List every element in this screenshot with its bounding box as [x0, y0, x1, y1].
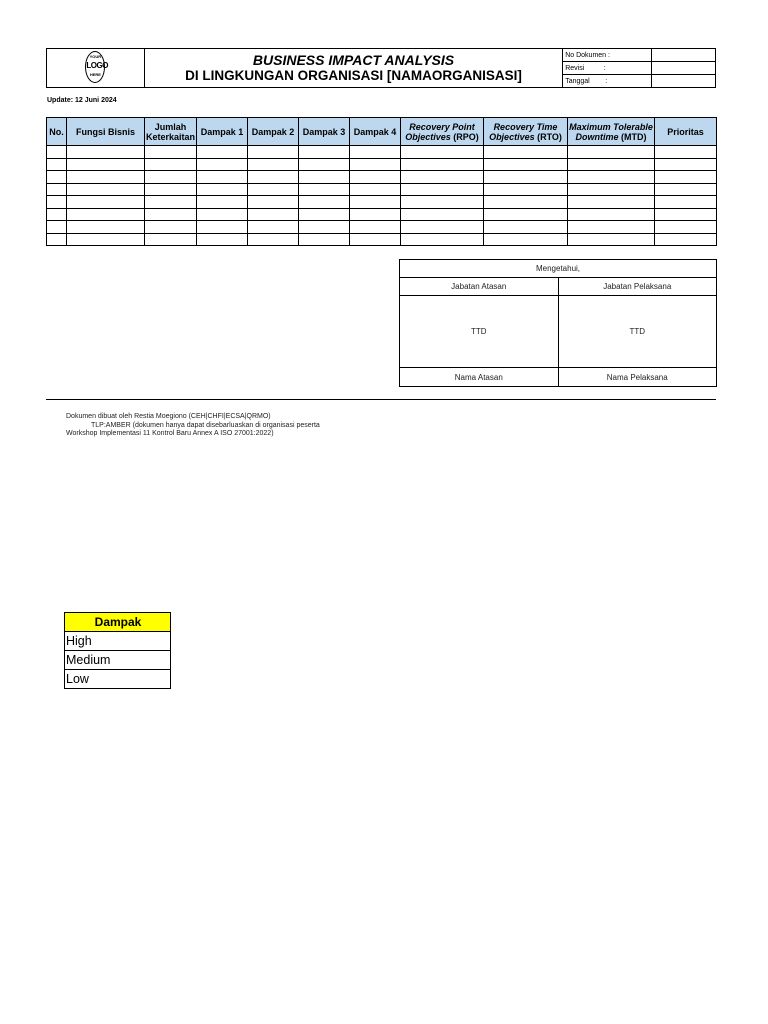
table-cell[interactable]: [568, 233, 655, 246]
footer-line-2: TLP:AMBER (dokumen hanya dapat disebarluaskan di organisasi peserta: [91, 421, 320, 429]
table-cell[interactable]: [299, 208, 350, 221]
table-cell[interactable]: [47, 221, 67, 234]
table-cell[interactable]: [484, 171, 568, 184]
document-title: BUSINESS IMPACT ANALYSIS: [252, 51, 455, 68]
table-cell[interactable]: [67, 196, 145, 209]
table-row: [47, 146, 717, 159]
divider-line: [46, 399, 716, 400]
table-cell[interactable]: [655, 158, 717, 171]
table-cell[interactable]: [568, 221, 655, 234]
table-cell[interactable]: [401, 183, 484, 196]
document-subtitle: DI LINGKUNGAN ORGANISASI [NAMAORGANISASI]: [185, 67, 522, 83]
table-row: [47, 208, 717, 221]
table-cell[interactable]: [299, 221, 350, 234]
signature-left-sign[interactable]: TTD: [400, 296, 559, 368]
table-cell[interactable]: [484, 146, 568, 159]
table-cell[interactable]: [401, 196, 484, 209]
table-cell[interactable]: [47, 171, 67, 184]
table-cell[interactable]: [350, 183, 401, 196]
table-cell[interactable]: [197, 233, 248, 246]
col-header-mtd: Maximum Tolerable Downtime (MTD): [568, 118, 655, 146]
logo-text-middle: LOGO: [86, 60, 108, 70]
table-cell[interactable]: [248, 196, 299, 209]
table-cell[interactable]: [655, 208, 717, 221]
table-cell[interactable]: [145, 208, 197, 221]
table-cell[interactable]: [401, 221, 484, 234]
table-cell[interactable]: [350, 221, 401, 234]
col-header-jumlah-keterkaitan: Jumlah Keterkaitan: [145, 118, 197, 146]
table-cell[interactable]: [67, 146, 145, 159]
table-cell[interactable]: [145, 146, 197, 159]
table-cell[interactable]: [47, 146, 67, 159]
table-cell[interactable]: [350, 196, 401, 209]
meta-value-no-dokumen[interactable]: [652, 49, 716, 62]
table-cell[interactable]: [299, 171, 350, 184]
table-cell[interactable]: [655, 183, 717, 196]
table-cell[interactable]: [299, 183, 350, 196]
legend-item-high: High: [65, 632, 171, 651]
table-cell[interactable]: [568, 146, 655, 159]
table-cell[interactable]: [67, 233, 145, 246]
table-cell[interactable]: [67, 158, 145, 171]
table-cell[interactable]: [67, 183, 145, 196]
signature-right-name: Nama Pelaksana: [558, 368, 717, 387]
table-cell[interactable]: [350, 171, 401, 184]
table-cell[interactable]: [299, 233, 350, 246]
meta-label-revisi: Revisi :: [563, 62, 652, 75]
col-header-fungsi-bisnis: Fungsi Bisnis: [67, 118, 145, 146]
table-cell[interactable]: [197, 171, 248, 184]
table-row: [47, 171, 717, 184]
footer-line-1: Dokumen dibuat oleh Restia Moegiono (CEH|CHFI|ECSA|QRMO): [66, 413, 271, 420]
table-cell[interactable]: [299, 158, 350, 171]
table-cell[interactable]: [248, 221, 299, 234]
col-header-dampak-1: Dampak 1: [197, 118, 248, 146]
signature-box: [399, 259, 717, 387]
table-cell[interactable]: [248, 146, 299, 159]
table-cell[interactable]: [350, 208, 401, 221]
table-cell[interactable]: [47, 196, 67, 209]
col-header-rto: Recovery Time Objectives (RTO): [484, 118, 568, 146]
legend-item-low: Low: [65, 670, 171, 689]
table-cell[interactable]: [248, 171, 299, 184]
table-cell[interactable]: [248, 158, 299, 171]
table-cell[interactable]: [47, 233, 67, 246]
col-header-prioritas: Prioritas: [655, 118, 717, 146]
table-row: [47, 183, 717, 196]
title-cell: [144, 49, 562, 88]
bia-table: [46, 117, 717, 246]
table-cell[interactable]: [145, 158, 197, 171]
table-cell[interactable]: [145, 196, 197, 209]
signature-heading: Mengetahui,: [400, 260, 717, 278]
col-header-rpo: Recovery Point Objectives (RPO): [401, 118, 484, 146]
table-cell[interactable]: [67, 171, 145, 184]
table-cell[interactable]: [568, 171, 655, 184]
table-cell[interactable]: [568, 196, 655, 209]
table-cell[interactable]: [655, 233, 717, 246]
table-cell[interactable]: [197, 221, 248, 234]
table-cell[interactable]: [248, 183, 299, 196]
col-header-dampak-4: Dampak 4: [350, 118, 401, 146]
table-cell[interactable]: [47, 208, 67, 221]
table-cell[interactable]: [484, 183, 568, 196]
logo-text-top: YOUR: [89, 53, 102, 59]
signature-right-sign[interactable]: TTD: [558, 296, 717, 368]
table-row: [47, 233, 717, 246]
table-cell[interactable]: [47, 158, 67, 171]
table-cell[interactable]: [568, 183, 655, 196]
logo: [85, 51, 108, 83]
table-cell[interactable]: [145, 233, 197, 246]
table-cell[interactable]: [350, 146, 401, 159]
table-cell[interactable]: [484, 221, 568, 234]
bia-header-row: [47, 118, 717, 146]
table-cell[interactable]: [484, 208, 568, 221]
table-cell[interactable]: [248, 233, 299, 246]
table-cell[interactable]: [350, 233, 401, 246]
logo-text-bottom: HERE: [89, 71, 101, 77]
table-row: [47, 221, 717, 234]
bia-table-body: [47, 146, 717, 246]
table-cell[interactable]: [299, 146, 350, 159]
table-cell[interactable]: [401, 233, 484, 246]
table-cell[interactable]: [484, 196, 568, 209]
table-cell[interactable]: [145, 221, 197, 234]
table-cell[interactable]: [197, 146, 248, 159]
dampak-legend: [64, 612, 171, 689]
table-row: [47, 196, 717, 209]
table-cell[interactable]: [655, 221, 717, 234]
meta-label-tanggal: Tanggal :: [563, 75, 652, 88]
table-cell[interactable]: [197, 208, 248, 221]
table-cell[interactable]: [401, 208, 484, 221]
table-cell[interactable]: [401, 171, 484, 184]
meta-value-tanggal[interactable]: [652, 75, 716, 88]
footer-line-3: Workshop Implementasi 11 Kontrol Baru Annex A ISO 27001:2022): [66, 430, 274, 437]
table-cell[interactable]: [350, 158, 401, 171]
legend-item-medium: Medium: [65, 651, 171, 670]
table-cell[interactable]: [655, 171, 717, 184]
table-cell[interactable]: [401, 146, 484, 159]
table-cell[interactable]: [248, 208, 299, 221]
col-header-dampak-2: Dampak 2: [248, 118, 299, 146]
table-cell[interactable]: [655, 146, 717, 159]
signature-left-title: Jabatan Atasan: [400, 278, 559, 296]
table-cell[interactable]: [145, 171, 197, 184]
table-cell[interactable]: [145, 183, 197, 196]
footer-note: [66, 413, 320, 439]
table-cell[interactable]: [568, 158, 655, 171]
table-cell[interactable]: [484, 233, 568, 246]
table-cell[interactable]: [299, 196, 350, 209]
meta-label-no-dokumen: No Dokumen :: [563, 49, 652, 62]
table-row: [47, 158, 717, 171]
table-cell[interactable]: [655, 196, 717, 209]
table-cell[interactable]: [484, 158, 568, 171]
table-cell[interactable]: [67, 208, 145, 221]
col-header-no: No.: [47, 118, 67, 146]
table-cell[interactable]: [197, 196, 248, 209]
table-cell[interactable]: [568, 208, 655, 221]
update-date: Update: 12 Juni 2024: [47, 97, 117, 104]
document-header: [46, 48, 716, 88]
table-cell[interactable]: [401, 158, 484, 171]
signature-left-name: Nama Atasan: [400, 368, 559, 387]
table-cell[interactable]: [197, 158, 248, 171]
table-cell[interactable]: [47, 183, 67, 196]
legend-title: Dampak: [65, 613, 171, 632]
col-header-dampak-3: Dampak 3: [299, 118, 350, 146]
meta-value-revisi[interactable]: [652, 62, 716, 75]
signature-right-title: Jabatan Pelaksana: [558, 278, 717, 296]
table-cell[interactable]: [197, 183, 248, 196]
table-cell[interactable]: [67, 221, 145, 234]
logo-cell: [47, 49, 145, 88]
